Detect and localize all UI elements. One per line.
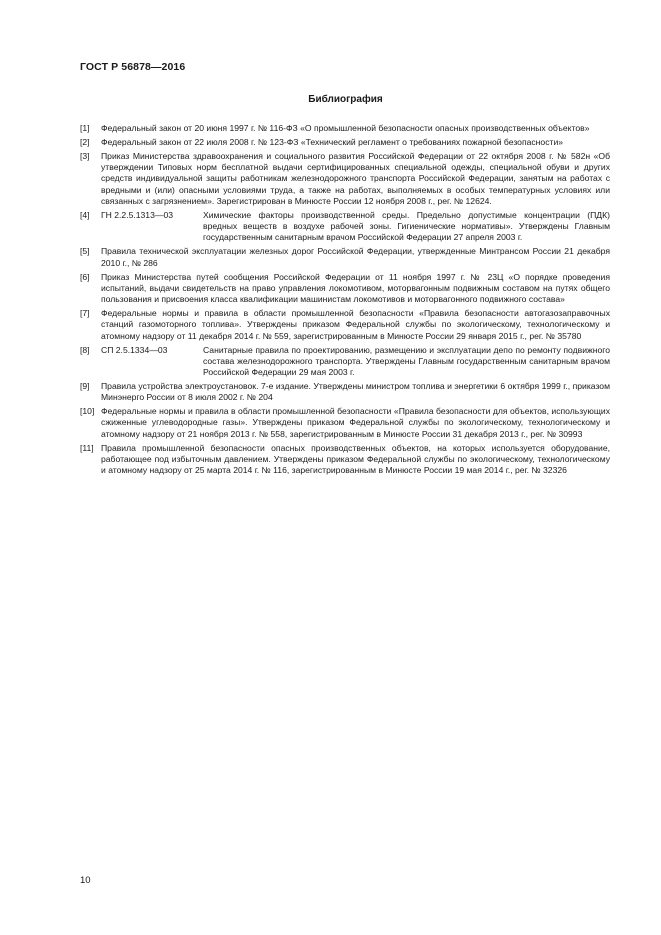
entry-number: [7] <box>80 308 90 319</box>
entry-text: Приказ Министерства здравоохранения и социального развития Российской Федерации от 22 октября 2008 г. № 582н «Об утверждении Типовых норм бесплатной выдачи сертифицированных специальной одежды, специальной обуви и других средств индивидуальной защиты работникам железнодорожного транспорта Российской Федерации, занятым на работах с вредными и (или) опасными условиями труда, а также на работах, выполняемых в особых температурных условиях или связанных с загрязнением». Зарегистрирован в Минюсте России 12 ноября 2008 г., рег. № 12624. <box>101 150 610 206</box>
bibliography-list <box>80 123 610 479</box>
bibliography-entry <box>80 308 610 342</box>
entry-number: [8] <box>80 344 90 355</box>
entry-text: Федеральные нормы и правила в области промышленной безопасности «Правила безопасности автогазозаправочных станций газомоторного топлива». Утверждены приказом Федеральной службы по экологическому, технологическому и атомному надзору от 11 декабря 2014 г. № 559, зарегистрированным в Минюсте России 29 января 2015 г., рег. № 35780 <box>101 308 610 341</box>
bibliography-entry <box>80 246 610 269</box>
bibliography-entry <box>80 137 610 148</box>
entry-number: [4] <box>80 209 90 220</box>
entry-text: Санитарные правила по проектированию, размещению и эксплуатации депо по ремонту подвижного состава железнодорожного транспорта. Утверждены Главным государственным санитарным врачом Российской Федерации 29 мая 2003 г. <box>203 344 610 378</box>
page-number: 10 <box>80 875 91 886</box>
entry-number: [11] <box>80 442 94 453</box>
bibliography-entry <box>80 443 610 477</box>
entry-text: Федеральный закон от 22 июля 2008 г. № 123-ФЗ «Технический регламент о требованиях пожарной безопасности» <box>101 136 564 147</box>
bibliography-entry <box>80 151 610 207</box>
entry-text: Федеральный закон от 20 июня 1997 г. № 116-ФЗ «О промышленной безопасности опасных производственных объектов» <box>101 123 590 133</box>
entry-number: [9] <box>80 380 90 391</box>
entry-text: Федеральные нормы и правила в области промышленной безопасности «Правила безопасности для объектов, использующих сжиженные углеводородные газы». Утверждены приказом Федеральной службы по экологическому, технологическому и атомному надзору от 21 ноября 2013 г. № 558, зарегистрированным в Минюсте России 31 декабря 2013 г., рег. № 30993 <box>101 406 610 439</box>
entry-number: [2] <box>80 136 90 147</box>
entry-text: Правила технической эксплуатации железных дорог Российской Федерации, утвержденные Минтрансом России 21 декабря 2010 г., № 286 <box>101 246 610 268</box>
entry-number: [10] <box>80 406 95 417</box>
bibliography-entry <box>80 123 610 134</box>
document-code: ГОСТ Р 56878—2016 <box>80 61 186 73</box>
entry-text: Приказ Министерства путей сообщения Российской Федерации от 11 ноября 1997 г. № 23Ц «О порядке проведения испытаний, выдачи свидетельств на право управления локомотивом, моторвагонным подвижным составом на путях общего пользования и присвоения класса квалификации машинистам локомотивов и моторвагонного подвижного состава» <box>101 271 610 305</box>
bibliography-entry <box>80 406 610 440</box>
entry-standard-code: СП 2.5.1334—03 <box>101 344 168 355</box>
bibliography-entry <box>80 345 610 379</box>
bibliography-entry <box>80 210 610 244</box>
bibliography-entry <box>80 381 610 404</box>
entry-number: [5] <box>80 246 90 257</box>
section-title: Библиография <box>308 94 383 105</box>
entry-text: Правила устройства электроустановок. 7-е издание. Утверждены министром топлива и энергетики 6 октября 1999 г., приказом Минэнерго России от 8 июля 2002 г. № 204 <box>101 380 610 403</box>
entry-text: Правила промышленной безопасности опасных производственных объектов, на которых используется оборудование, работающее под избыточным давлением. Утверждены приказом Федеральной службы по экологическому, технологическому и атомному надзору от 25 марта 2014 г. № 116, зарегистрированным в Минюсте России 19 мая 2014 г., рег. № 32326 <box>101 442 610 476</box>
entry-text: Химические факторы производственной среды. Предельно допустимые концентрации (ПДК) вредных веществ в воздухе рабочей зоны. Гигиенические нормативы». Утверждены Главным государственным санитарным врачом Российской Федерации 27 апреля 2003 г. <box>203 209 610 243</box>
bibliography-entry <box>80 272 610 306</box>
entry-number: [6] <box>80 271 90 282</box>
entry-number: [1] <box>80 123 90 133</box>
entry-number: [3] <box>80 150 90 161</box>
entry-standard-code: ГН 2.2.5.1313—03 <box>101 209 174 220</box>
